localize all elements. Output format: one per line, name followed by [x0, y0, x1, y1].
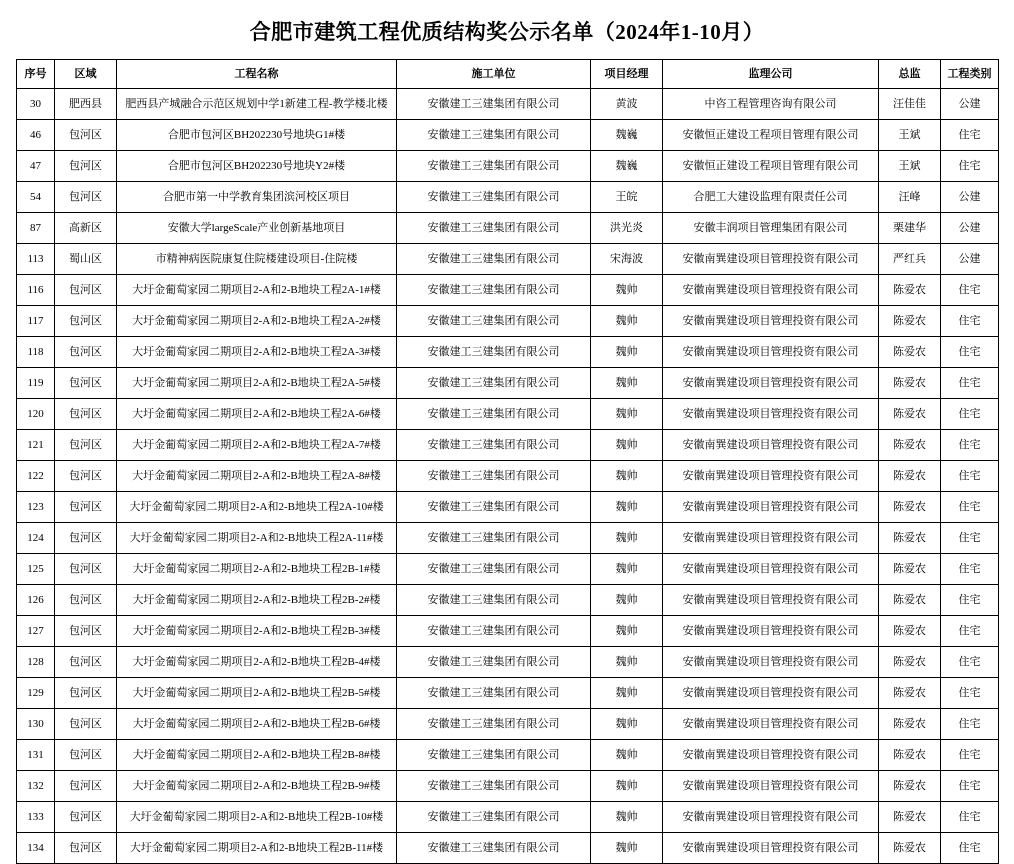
cell-area: 包河区 [55, 616, 117, 647]
table-row [17, 802, 999, 833]
cell-chief-supervisor: 陈爱农 [879, 275, 941, 306]
cell-supervisor-company: 安徽南巽建设项目管理投资有限公司 [663, 802, 879, 833]
cell-builder: 安徽建工三建集团有限公司 [397, 771, 591, 802]
cell-project-manager: 魏帅 [591, 275, 663, 306]
cell-project-manager: 洪光炎 [591, 213, 663, 244]
table-row [17, 833, 999, 864]
cell-project-manager: 魏帅 [591, 647, 663, 678]
cell-builder: 安徽建工三建集团有限公司 [397, 244, 591, 275]
cell-area: 包河区 [55, 740, 117, 771]
cell-project-manager: 魏帅 [591, 771, 663, 802]
cell-seq: 120 [17, 399, 55, 430]
cell-seq: 130 [17, 709, 55, 740]
table-row [17, 213, 999, 244]
cell-supervisor-company: 安徽南巽建设项目管理投资有限公司 [663, 616, 879, 647]
table-row [17, 368, 999, 399]
cell-builder: 安徽建工三建集团有限公司 [397, 647, 591, 678]
column-header-chief-supervisor: 总监 [879, 60, 941, 89]
table-body [17, 89, 999, 864]
cell-supervisor-company: 安徽南巽建设项目管理投资有限公司 [663, 244, 879, 275]
table-row [17, 244, 999, 275]
cell-chief-supervisor: 陈爱农 [879, 554, 941, 585]
cell-project-name: 大圩金葡萄家园二期项目2-A和2-B地块工程2B-5#楼 [117, 678, 397, 709]
cell-project-name: 大圩金葡萄家园二期项目2-A和2-B地块工程2B-10#楼 [117, 802, 397, 833]
cell-project-manager: 魏巍 [591, 120, 663, 151]
cell-project-type: 住宅 [941, 337, 999, 368]
cell-project-manager: 魏帅 [591, 461, 663, 492]
column-header-project-name: 工程名称 [117, 60, 397, 89]
cell-seq: 87 [17, 213, 55, 244]
cell-project-type: 住宅 [941, 709, 999, 740]
cell-project-manager: 魏帅 [591, 616, 663, 647]
cell-project-type: 住宅 [941, 554, 999, 585]
cell-chief-supervisor: 陈爱农 [879, 616, 941, 647]
cell-project-manager: 魏帅 [591, 492, 663, 523]
cell-seq: 132 [17, 771, 55, 802]
cell-supervisor-company: 安徽南巽建设项目管理投资有限公司 [663, 554, 879, 585]
cell-area: 包河区 [55, 368, 117, 399]
cell-builder: 安徽建工三建集团有限公司 [397, 89, 591, 120]
cell-chief-supervisor: 汪峰 [879, 182, 941, 213]
cell-seq: 46 [17, 120, 55, 151]
cell-seq: 129 [17, 678, 55, 709]
cell-area: 包河区 [55, 523, 117, 554]
table-row [17, 399, 999, 430]
cell-chief-supervisor: 陈爱农 [879, 461, 941, 492]
table-row [17, 616, 999, 647]
cell-builder: 安徽建工三建集团有限公司 [397, 492, 591, 523]
table-row [17, 647, 999, 678]
table-row [17, 461, 999, 492]
cell-project-name: 大圩金葡萄家园二期项目2-A和2-B地块工程2A-1#楼 [117, 275, 397, 306]
cell-project-manager: 魏帅 [591, 430, 663, 461]
cell-project-manager: 魏帅 [591, 554, 663, 585]
cell-supervisor-company: 安徽南巽建设项目管理投资有限公司 [663, 275, 879, 306]
cell-chief-supervisor: 陈爱农 [879, 802, 941, 833]
cell-chief-supervisor: 陈爱农 [879, 399, 941, 430]
table-header [17, 60, 999, 89]
cell-project-name: 大圩金葡萄家园二期项目2-A和2-B地块工程2A-10#楼 [117, 492, 397, 523]
cell-area: 包河区 [55, 151, 117, 182]
cell-project-name: 大圩金葡萄家园二期项目2-A和2-B地块工程2B-6#楼 [117, 709, 397, 740]
cell-builder: 安徽建工三建集团有限公司 [397, 554, 591, 585]
cell-chief-supervisor: 栗建华 [879, 213, 941, 244]
cell-supervisor-company: 安徽南巽建设项目管理投资有限公司 [663, 709, 879, 740]
cell-project-manager: 魏帅 [591, 709, 663, 740]
table-row [17, 492, 999, 523]
cell-project-name: 市精神病医院康复住院楼建设项目-住院楼 [117, 244, 397, 275]
table-row [17, 771, 999, 802]
cell-project-name: 大圩金葡萄家园二期项目2-A和2-B地块工程2A-3#楼 [117, 337, 397, 368]
cell-chief-supervisor: 王斌 [879, 151, 941, 182]
cell-builder: 安徽建工三建集团有限公司 [397, 368, 591, 399]
table-row [17, 554, 999, 585]
cell-project-name: 大圩金葡萄家园二期项目2-A和2-B地块工程2A-7#楼 [117, 430, 397, 461]
cell-supervisor-company: 安徽南巽建设项目管理投资有限公司 [663, 368, 879, 399]
cell-seq: 119 [17, 368, 55, 399]
table-row [17, 430, 999, 461]
cell-seq: 126 [17, 585, 55, 616]
cell-project-type: 住宅 [941, 771, 999, 802]
cell-builder: 安徽建工三建集团有限公司 [397, 802, 591, 833]
cell-builder: 安徽建工三建集团有限公司 [397, 306, 591, 337]
cell-project-manager: 魏帅 [591, 585, 663, 616]
cell-project-name: 安徽大学largeScale产业创新基地项目 [117, 213, 397, 244]
cell-project-type: 住宅 [941, 461, 999, 492]
cell-seq: 125 [17, 554, 55, 585]
cell-area: 包河区 [55, 337, 117, 368]
cell-chief-supervisor: 陈爱农 [879, 678, 941, 709]
table-row [17, 120, 999, 151]
cell-project-type: 住宅 [941, 833, 999, 864]
table-header-row [17, 60, 999, 89]
cell-chief-supervisor: 陈爱农 [879, 306, 941, 337]
cell-area: 蜀山区 [55, 244, 117, 275]
cell-project-manager: 魏帅 [591, 306, 663, 337]
cell-project-name: 合肥市包河区BH202230号地块Y2#楼 [117, 151, 397, 182]
cell-project-type: 住宅 [941, 523, 999, 554]
cell-project-name: 肥西县产城融合示范区规划中学1新建工程-教学楼北楼 [117, 89, 397, 120]
cell-chief-supervisor: 陈爱农 [879, 740, 941, 771]
cell-area: 包河区 [55, 492, 117, 523]
cell-project-type: 住宅 [941, 616, 999, 647]
cell-project-manager: 魏帅 [591, 337, 663, 368]
cell-project-name: 大圩金葡萄家园二期项目2-A和2-B地块工程2A-6#楼 [117, 399, 397, 430]
cell-project-type: 住宅 [941, 492, 999, 523]
cell-supervisor-company: 安徽南巽建设项目管理投资有限公司 [663, 399, 879, 430]
cell-seq: 113 [17, 244, 55, 275]
table-row [17, 306, 999, 337]
cell-project-type: 公建 [941, 213, 999, 244]
page-title: 合肥市建筑工程优质结构奖公示名单（2024年1-10月） [249, 20, 765, 44]
cell-area: 包河区 [55, 430, 117, 461]
cell-project-type: 公建 [941, 182, 999, 213]
cell-supervisor-company: 安徽恒正建设工程项目管理有限公司 [663, 151, 879, 182]
cell-supervisor-company: 安徽南巽建设项目管理投资有限公司 [663, 430, 879, 461]
cell-supervisor-company: 安徽南巽建设项目管理投资有限公司 [663, 523, 879, 554]
cell-builder: 安徽建工三建集团有限公司 [397, 616, 591, 647]
cell-seq: 118 [17, 337, 55, 368]
cell-project-manager: 魏帅 [591, 523, 663, 554]
cell-project-manager: 魏帅 [591, 678, 663, 709]
cell-builder: 安徽建工三建集团有限公司 [397, 430, 591, 461]
cell-project-type: 住宅 [941, 585, 999, 616]
cell-chief-supervisor: 汪佳佳 [879, 89, 941, 120]
cell-seq: 122 [17, 461, 55, 492]
cell-builder: 安徽建工三建集团有限公司 [397, 337, 591, 368]
cell-seq: 54 [17, 182, 55, 213]
cell-area: 包河区 [55, 647, 117, 678]
cell-area: 高新区 [55, 213, 117, 244]
cell-seq: 124 [17, 523, 55, 554]
cell-area: 包河区 [55, 833, 117, 864]
cell-project-type: 住宅 [941, 275, 999, 306]
cell-area: 包河区 [55, 275, 117, 306]
cell-project-name: 大圩金葡萄家园二期项目2-A和2-B地块工程2A-5#楼 [117, 368, 397, 399]
cell-supervisor-company: 安徽恒正建设工程项目管理有限公司 [663, 120, 879, 151]
cell-project-manager: 宋海波 [591, 244, 663, 275]
table-row [17, 585, 999, 616]
cell-chief-supervisor: 王斌 [879, 120, 941, 151]
cell-chief-supervisor: 陈爱农 [879, 833, 941, 864]
cell-project-manager: 魏帅 [591, 802, 663, 833]
cell-builder: 安徽建工三建集团有限公司 [397, 213, 591, 244]
cell-area: 包河区 [55, 120, 117, 151]
cell-chief-supervisor: 陈爱农 [879, 492, 941, 523]
cell-area: 包河区 [55, 182, 117, 213]
cell-seq: 127 [17, 616, 55, 647]
cell-project-name: 大圩金葡萄家园二期项目2-A和2-B地块工程2B-1#楼 [117, 554, 397, 585]
cell-builder: 安徽建工三建集团有限公司 [397, 709, 591, 740]
cell-seq: 116 [17, 275, 55, 306]
cell-project-name: 大圩金葡萄家园二期项目2-A和2-B地块工程2B-2#楼 [117, 585, 397, 616]
cell-project-manager: 魏巍 [591, 151, 663, 182]
table-row [17, 709, 999, 740]
cell-project-type: 住宅 [941, 368, 999, 399]
cell-seq: 133 [17, 802, 55, 833]
cell-project-type: 公建 [941, 244, 999, 275]
cell-project-manager: 魏帅 [591, 399, 663, 430]
cell-supervisor-company: 安徽南巽建设项目管理投资有限公司 [663, 492, 879, 523]
cell-project-type: 住宅 [941, 120, 999, 151]
cell-project-type: 住宅 [941, 802, 999, 833]
cell-supervisor-company: 安徽南巽建设项目管理投资有限公司 [663, 647, 879, 678]
table-row [17, 275, 999, 306]
cell-seq: 117 [17, 306, 55, 337]
cell-area: 包河区 [55, 461, 117, 492]
cell-supervisor-company: 安徽南巽建设项目管理投资有限公司 [663, 306, 879, 337]
table-row [17, 337, 999, 368]
table-row [17, 678, 999, 709]
cell-seq: 131 [17, 740, 55, 771]
column-header-project-manager: 项目经理 [591, 60, 663, 89]
cell-project-manager: 魏帅 [591, 368, 663, 399]
cell-chief-supervisor: 陈爱农 [879, 771, 941, 802]
cell-area: 包河区 [55, 585, 117, 616]
cell-project-type: 住宅 [941, 430, 999, 461]
cell-area: 肥西县 [55, 89, 117, 120]
cell-supervisor-company: 合肥工大建设监理有限责任公司 [663, 182, 879, 213]
cell-project-name: 大圩金葡萄家园二期项目2-A和2-B地块工程2B-8#楼 [117, 740, 397, 771]
cell-project-type: 住宅 [941, 151, 999, 182]
cell-chief-supervisor: 陈爱农 [879, 368, 941, 399]
cell-chief-supervisor: 陈爱农 [879, 337, 941, 368]
cell-area: 包河区 [55, 709, 117, 740]
cell-supervisor-company: 安徽南巽建设项目管理投资有限公司 [663, 833, 879, 864]
cell-project-type: 公建 [941, 89, 999, 120]
cell-project-name: 大圩金葡萄家园二期项目2-A和2-B地块工程2A-8#楼 [117, 461, 397, 492]
cell-chief-supervisor: 陈爱农 [879, 430, 941, 461]
cell-project-type: 住宅 [941, 306, 999, 337]
cell-chief-supervisor: 陈爱农 [879, 523, 941, 554]
cell-area: 包河区 [55, 306, 117, 337]
table-row [17, 523, 999, 554]
cell-project-name: 大圩金葡萄家园二期项目2-A和2-B地块工程2B-9#楼 [117, 771, 397, 802]
cell-project-name: 大圩金葡萄家园二期项目2-A和2-B地块工程2A-11#楼 [117, 523, 397, 554]
cell-chief-supervisor: 陈爱农 [879, 585, 941, 616]
cell-area: 包河区 [55, 802, 117, 833]
cell-project-manager: 魏帅 [591, 833, 663, 864]
cell-project-name: 大圩金葡萄家园二期项目2-A和2-B地块工程2A-2#楼 [117, 306, 397, 337]
cell-builder: 安徽建工三建集团有限公司 [397, 740, 591, 771]
table-row [17, 740, 999, 771]
cell-supervisor-company: 安徽丰润项目管理集团有限公司 [663, 213, 879, 244]
cell-project-type: 住宅 [941, 647, 999, 678]
cell-project-name: 合肥市包河区BH202230号地块G1#楼 [117, 120, 397, 151]
cell-seq: 134 [17, 833, 55, 864]
cell-area: 包河区 [55, 399, 117, 430]
cell-builder: 安徽建工三建集团有限公司 [397, 120, 591, 151]
cell-project-manager: 王皖 [591, 182, 663, 213]
cell-project-name: 大圩金葡萄家园二期项目2-A和2-B地块工程2B-11#楼 [117, 833, 397, 864]
cell-builder: 安徽建工三建集团有限公司 [397, 461, 591, 492]
cell-builder: 安徽建工三建集团有限公司 [397, 151, 591, 182]
column-header-builder: 施工单位 [397, 60, 591, 89]
cell-project-name: 大圩金葡萄家园二期项目2-A和2-B地块工程2B-4#楼 [117, 647, 397, 678]
cell-project-type: 住宅 [941, 740, 999, 771]
cell-chief-supervisor: 陈爱农 [879, 709, 941, 740]
cell-supervisor-company: 安徽南巽建设项目管理投资有限公司 [663, 585, 879, 616]
cell-seq: 30 [17, 89, 55, 120]
cell-supervisor-company: 安徽南巽建设项目管理投资有限公司 [663, 678, 879, 709]
column-header-supervisor-company: 监理公司 [663, 60, 879, 89]
cell-builder: 安徽建工三建集团有限公司 [397, 833, 591, 864]
cell-builder: 安徽建工三建集团有限公司 [397, 275, 591, 306]
cell-supervisor-company: 安徽南巽建设项目管理投资有限公司 [663, 740, 879, 771]
cell-seq: 47 [17, 151, 55, 182]
cell-project-name: 合肥市第一中学教育集团滨河校区项目 [117, 182, 397, 213]
cell-chief-supervisor: 陈爱农 [879, 647, 941, 678]
cell-builder: 安徽建工三建集团有限公司 [397, 182, 591, 213]
cell-supervisor-company: 安徽南巽建设项目管理投资有限公司 [663, 461, 879, 492]
cell-chief-supervisor: 严红兵 [879, 244, 941, 275]
cell-builder: 安徽建工三建集团有限公司 [397, 399, 591, 430]
cell-builder: 安徽建工三建集团有限公司 [397, 523, 591, 554]
award-listing-table [16, 59, 999, 864]
cell-area: 包河区 [55, 554, 117, 585]
cell-supervisor-company: 中咨工程管理咨询有限公司 [663, 89, 879, 120]
column-header-seq: 序号 [17, 60, 55, 89]
cell-project-manager: 黄波 [591, 89, 663, 120]
cell-supervisor-company: 安徽南巽建设项目管理投资有限公司 [663, 337, 879, 368]
table-row [17, 151, 999, 182]
cell-builder: 安徽建工三建集团有限公司 [397, 678, 591, 709]
cell-project-type: 住宅 [941, 399, 999, 430]
cell-project-manager: 魏帅 [591, 740, 663, 771]
cell-project-type: 住宅 [941, 678, 999, 709]
cell-supervisor-company: 安徽南巽建设项目管理投资有限公司 [663, 771, 879, 802]
cell-area: 包河区 [55, 771, 117, 802]
cell-project-name: 大圩金葡萄家园二期项目2-A和2-B地块工程2B-3#楼 [117, 616, 397, 647]
cell-builder: 安徽建工三建集团有限公司 [397, 585, 591, 616]
table-row [17, 89, 999, 120]
column-header-area: 区域 [55, 60, 117, 89]
table-row [17, 182, 999, 213]
cell-seq: 121 [17, 430, 55, 461]
cell-area: 包河区 [55, 678, 117, 709]
cell-seq: 128 [17, 647, 55, 678]
column-header-project-type: 工程类别 [941, 60, 999, 89]
cell-seq: 123 [17, 492, 55, 523]
